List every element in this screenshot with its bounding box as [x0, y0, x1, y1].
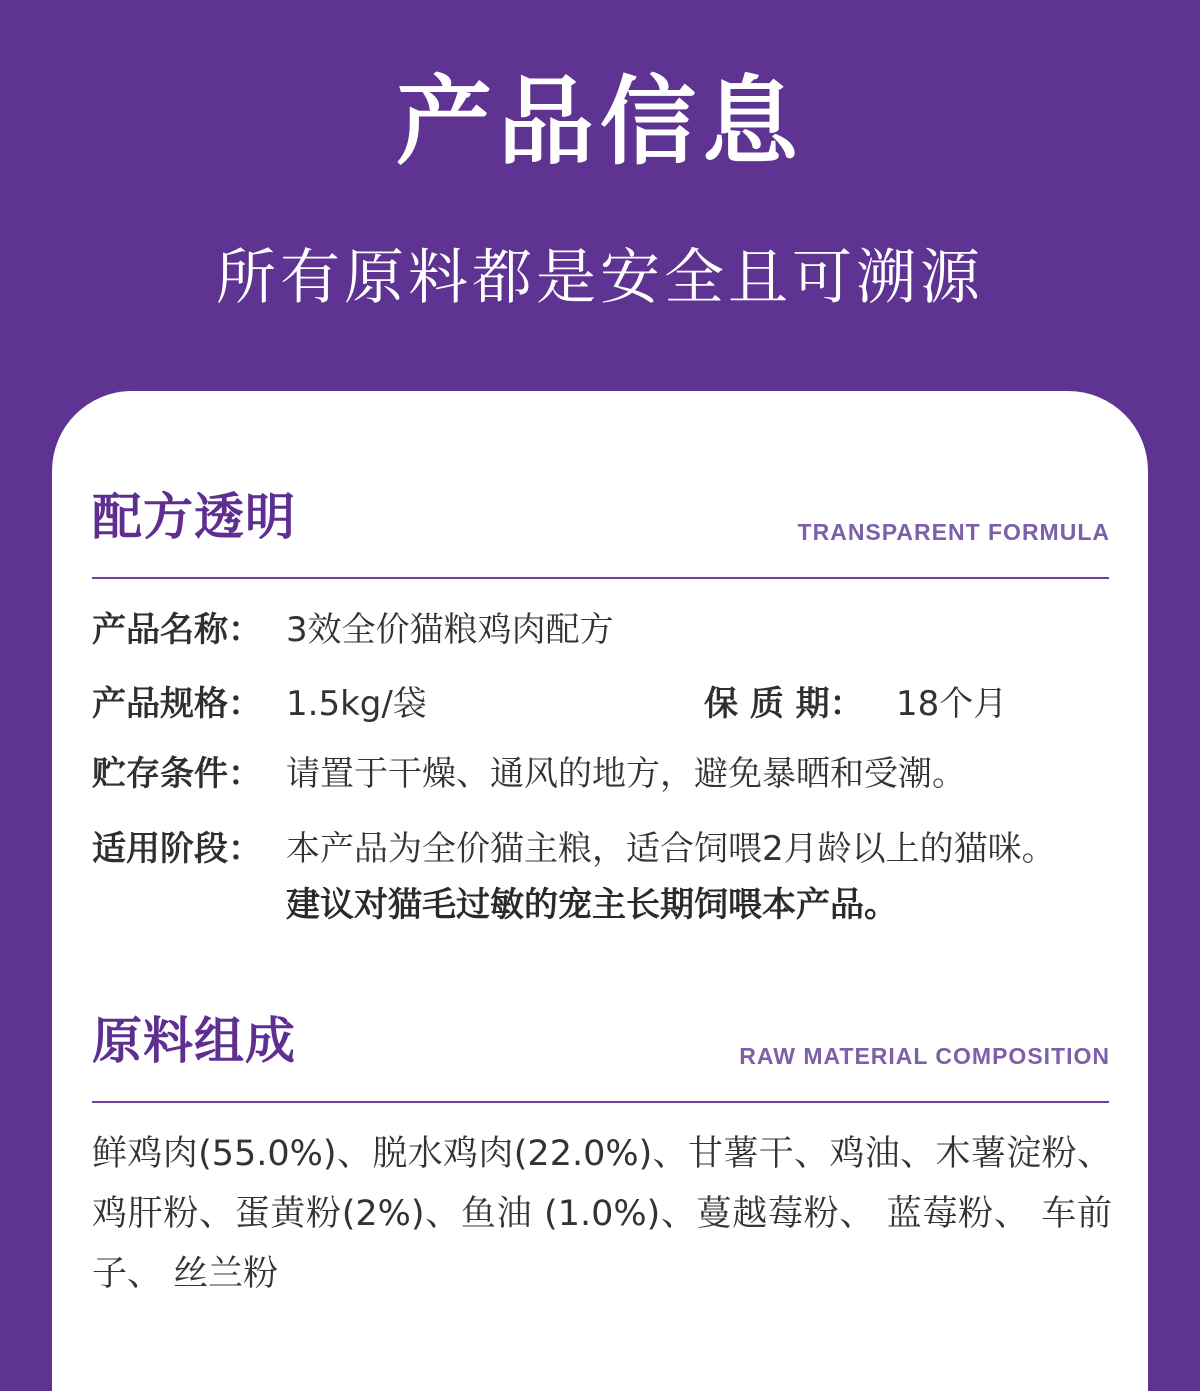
stage-value-line1: 本产品为全价猫主粮，适合饲喂2月龄以上的猫咪。: [286, 829, 1056, 869]
ingredients-text: 鲜鸡肉(55.0%)、脱水鸡肉(22.0%)、甘薯干、鸡油、木薯淀粉、鸡肝粉、蛋黄粉(2%)、鱼油 (1.0%)、蔓越莓粉、 蓝莓粉、 车前子、 丝兰粉: [92, 1134, 1112, 1294]
storage-label: 贮存条件：: [92, 754, 262, 794]
product-name-label: 产品名称：: [92, 610, 262, 650]
formula-section-english-title: TRANSPARENT FORMULA: [797, 519, 1110, 545]
stage-value-line2: 建议对猫毛过敏的宠主长期饲喂本产品。: [286, 885, 898, 925]
spec-label: 产品规格：: [92, 684, 262, 724]
composition-section-english-title: RAW MATERIAL COMPOSITION: [739, 1043, 1110, 1069]
shelf-life-value: 18个月: [896, 684, 1008, 724]
stage-label: 适用阶段：: [92, 829, 262, 869]
spec-value: 1.5kg/袋: [286, 684, 427, 724]
composition-section-title: 原料组成: [92, 1012, 296, 1070]
storage-value: 请置于干燥、通风的地方，避免暴晒和受潮。: [286, 754, 966, 794]
product-name-value: 3效全价猫粮鸡肉配方: [286, 610, 614, 650]
composition-section-divider: [92, 1101, 1109, 1103]
page-subtitle: 所有原料都是安全且可溯源: [216, 243, 984, 313]
formula-section-title: 配方透明: [92, 488, 296, 546]
page-title: 产品信息: [396, 66, 804, 178]
shelf-life-label: 保 质 期：: [704, 684, 864, 724]
info-card: [52, 391, 1148, 1391]
formula-section-divider: [92, 577, 1109, 579]
